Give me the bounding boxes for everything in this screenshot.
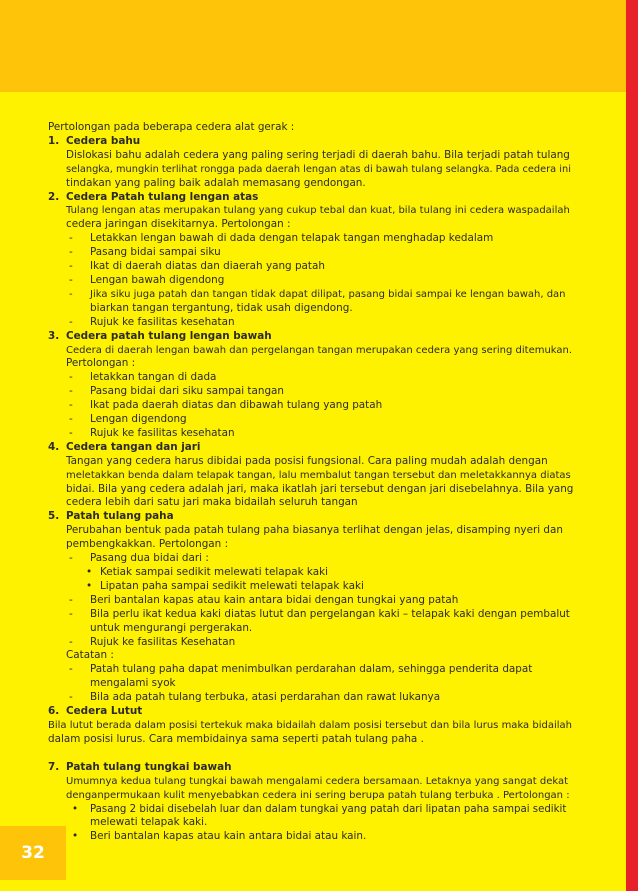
side-accent-strip [626, 0, 638, 891]
dash-marker: - [69, 552, 73, 565]
section-6-heading [48, 705, 573, 719]
list-item-text: Pasang bidai sampai siku [90, 246, 221, 259]
list-item [48, 608, 573, 622]
list-item-text: Jika siku juga patah dan tangan tidak dapat dilipat, pasang bidai sampai ke lengan bawah, dan [90, 288, 566, 300]
dash-marker: - [69, 315, 73, 328]
dash-marker: - [69, 385, 73, 398]
list-item-text: Beri bantalan kapas atau kain antara bidai dengan tungkai yang patah [90, 593, 459, 606]
paragraph-line: Cedera di daerah lengan bawah dan pergelangan tangan merupakan cedera yang sering ditemukan. [66, 344, 573, 356]
list-item [48, 288, 573, 302]
list-item [48, 399, 573, 413]
section-2-heading [48, 191, 573, 205]
section-title: Cedera Patah tulang lengan atas [66, 190, 259, 203]
sub-list-item [48, 566, 573, 580]
section-title: Cedera Lutut [66, 705, 143, 718]
dash-marker: - [69, 593, 73, 606]
intro-text: Pertolongan pada beberapa cedera alat gerak : [48, 121, 295, 133]
section-4-heading [48, 441, 573, 455]
paragraph-line: cedera jaringan disekitarnya. Pertolongan : [66, 218, 291, 231]
dash-marker: - [69, 607, 73, 620]
list-item [48, 427, 573, 441]
section-5-heading [48, 510, 573, 524]
dash-marker: - [69, 273, 73, 286]
note-label: Catatan : [66, 649, 114, 662]
list-item-text: Lengan bawah digendong [90, 273, 225, 286]
list-item [48, 232, 573, 246]
list-item [48, 274, 573, 288]
dash-marker: - [69, 232, 73, 245]
list-item-text: Pasang bidai dari siku sampai tangan [90, 385, 285, 398]
list-item [48, 803, 573, 817]
spacer [48, 747, 573, 761]
dash-marker: - [69, 413, 73, 426]
list-item-continuation: biarkan tangan tergantung, tidak usah digendong. [90, 301, 353, 314]
dash-marker: - [69, 246, 73, 259]
list-item [48, 663, 573, 677]
section-number: 7. [48, 760, 60, 773]
list-item [48, 246, 573, 260]
list-item-text: letakkan tangan di dada [90, 371, 217, 384]
list-item-text: Rujuk ke fasilitas Kesehatan [90, 635, 236, 648]
paragraph-line: meletakkan benda dalam telapak tangan, lalu membalut tangan tersebut dan meletakkannya diatas [66, 469, 571, 481]
list-item-text: Ikat pada daerah diatas dan dibawah tulang yang patah [90, 399, 383, 412]
dash-marker: - [69, 426, 73, 439]
section-number: 4. [48, 440, 60, 453]
list-item [48, 830, 573, 844]
list-item-text: Lengan digendong [90, 413, 187, 426]
list-item-text: Pasang 2 bidai disebelah luar dan dalam tungkai yang patah dari lipatan paha sampai sedikit [90, 803, 567, 815]
list-item-continuation: mengalami syok [90, 677, 176, 690]
section-title: Cedera patah tulang lengan bawah [66, 329, 272, 342]
paragraph-line: Pertolongan : [66, 357, 136, 370]
paragraph-line: Dislokasi bahu adalah cedera yang paling sering terjadi di daerah bahu. Bila terjadi patah tulang [66, 148, 570, 161]
sub-list-item [48, 580, 573, 594]
list-item [48, 636, 573, 650]
section-number: 5. [48, 510, 60, 523]
dash-marker: - [69, 691, 73, 704]
section-3-heading [48, 330, 573, 344]
dash-marker: - [69, 663, 73, 676]
bullet-marker: • [72, 803, 79, 815]
section-title: Cedera tangan dan jari [66, 440, 201, 453]
list-item-text: Beri bantalan kapas atau kain antara bidai atau kain. [90, 830, 367, 843]
list-item-text: Bila perlu ikat kedua kaki diatas lutut dan pergelangan kaki – telapak kaki dengan pembalut [90, 607, 570, 620]
paragraph-line: pembengkakkan. Pertolongan : [66, 538, 229, 551]
section-title: Patah tulang tungkai bawah [66, 760, 232, 773]
list-item [48, 413, 573, 427]
section-1-heading [48, 135, 573, 149]
paragraph-line: Tangan yang cedera harus dibidai pada posisi fungsional. Cara paling mudah adalah dengan [66, 454, 548, 467]
list-item-continuation: melewati telapak kaki. [90, 816, 208, 829]
page-number: 32 [21, 843, 45, 863]
paragraph-line: Bila lutut berada dalam posisi tertekuk maka bidailah dalam posisi tersebut dan bila lurus maka bidailah [48, 719, 572, 731]
paragraph-line: bidai. Bila yang cedera adalah jari, maka ikatlah jari tersebut dengan jari disebelahnya. Bila yang [66, 482, 574, 495]
list-item [48, 371, 573, 385]
section-number: 2. [48, 190, 60, 203]
list-item [48, 260, 573, 274]
dash-marker: - [69, 260, 73, 273]
list-item-text: Letakkan lengan bawah di dada dengan telapak tangan menghadap kedalam [90, 232, 494, 245]
paragraph-line: Umumnya kedua tulang tungkai bawah mengalami cedera bersamaan. Letaknya yang sangat dekat [66, 775, 569, 787]
list-item [48, 594, 573, 608]
section-number: 6. [48, 705, 60, 718]
list-item [48, 385, 573, 399]
paragraph-line: selangka, mungkin terlihat rongga pada daerah lengan atas di bawah tulang selangka. Pada cedera ini [66, 163, 571, 175]
paragraph-line: Tulang lengan atas merupakan tulang yang cukup tebal dan kuat, bila tulang ini cedera waspadailah [66, 205, 570, 217]
list-item [48, 552, 573, 566]
list-item [48, 691, 573, 705]
dash-marker: - [69, 288, 73, 300]
sub-list-item-text: Ketiak sampai sedikit melewati telapak kaki [100, 566, 328, 578]
list-item-text: Bila ada patah tulang terbuka, atasi perdarahan dan rawat lukanya [90, 691, 441, 704]
dash-marker: - [69, 635, 73, 648]
section-title: Patah tulang paha [66, 510, 174, 523]
document-body [48, 121, 573, 844]
section-number: 3. [48, 329, 60, 342]
paragraph-line: Perubahan bentuk pada patah tulang paha biasanya terlihat dengan jelas, disamping nyeri dan [66, 524, 563, 537]
list-item-text: Ikat di daerah diatas dan diaerah yang patah [90, 260, 325, 273]
dash-marker: - [69, 399, 73, 412]
list-item-text: Rujuk ke fasilitas kesehatan [90, 315, 235, 328]
bullet-marker: • [86, 566, 93, 578]
paragraph-line: denganpermukaan kulit menyebabkan cedera ini sering berupa patah tulang terbuka . Pertolongan : [66, 789, 570, 801]
list-item-text: Pasang dua bidai dari : [90, 552, 209, 565]
paragraph-line: tindakan yang paling baik adalah memasang gendongan. [66, 176, 366, 189]
list-item-text: Rujuk ke fasilitas kesehatan [90, 426, 235, 439]
header-band [0, 0, 626, 92]
section-number: 1. [48, 134, 60, 147]
sub-list-item-text: Lipatan paha sampai sedikit melewati telapak kaki [100, 579, 364, 592]
list-item [48, 316, 573, 330]
section-title: Cedera bahu [66, 134, 141, 147]
bullet-marker: • [72, 830, 79, 843]
list-item-continuation: untuk mengurangi pergerakan. [90, 621, 253, 634]
bullet-marker: • [86, 579, 93, 592]
paragraph-line: cedera lebih dari satu jari maka bidailah seluruh tangan [66, 496, 358, 509]
dash-marker: - [69, 371, 73, 384]
list-item-text: Patah tulang paha dapat menimbulkan perdarahan dalam, sehingga penderita dapat [90, 663, 533, 676]
paragraph-line: dalam posisi lurus. Cara membidainya sama seperti patah tulang paha . [48, 732, 424, 745]
section-7-heading [48, 761, 573, 775]
